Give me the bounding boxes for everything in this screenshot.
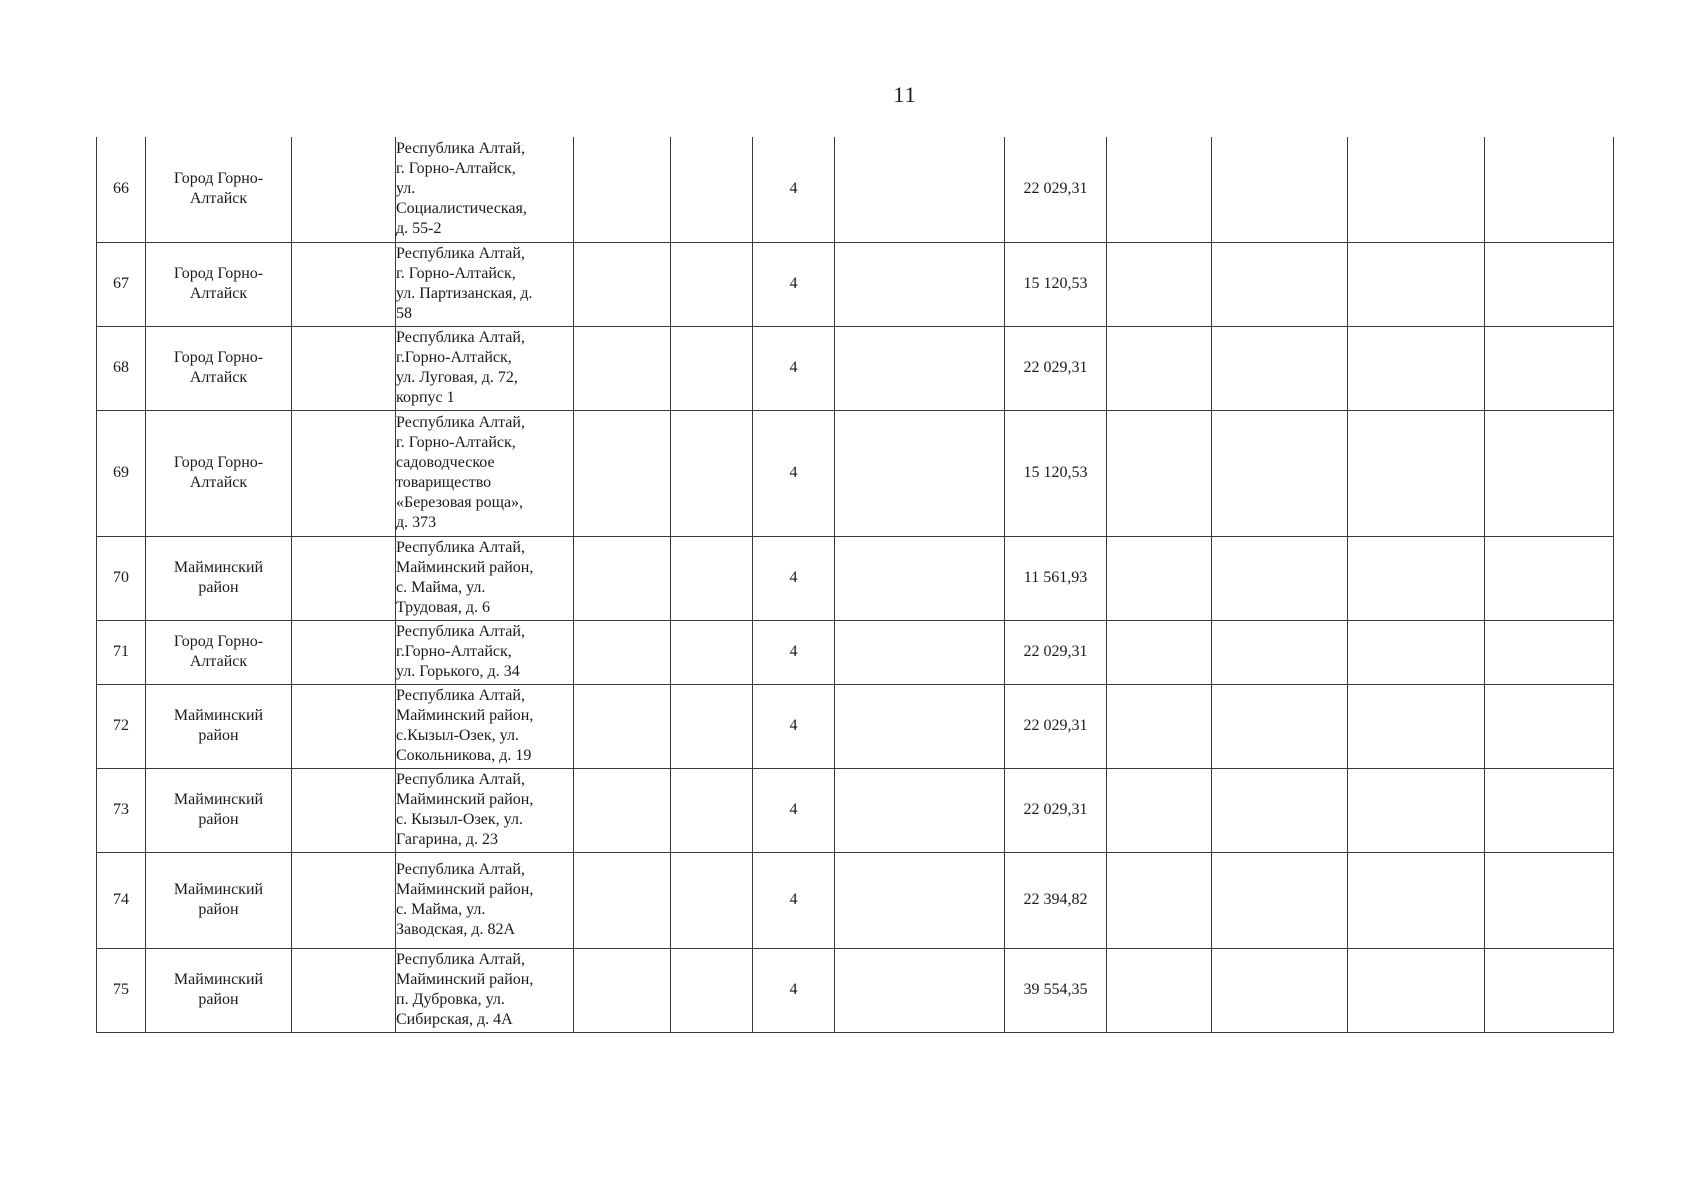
quantity-value: 4 [789, 717, 798, 734]
municipality-line: Алтайск [189, 653, 248, 670]
table-row [97, 137, 1614, 242]
row-number-cell [97, 326, 146, 410]
empty-cell [671, 620, 753, 684]
address-line: Майминский район, [396, 707, 534, 724]
quantity-cell [753, 852, 835, 948]
quantity-value: 4 [789, 180, 798, 198]
row-number: 75 [113, 981, 129, 998]
empty-cell [835, 852, 1005, 948]
amount-cell [1005, 684, 1107, 768]
empty-cell [1348, 620, 1485, 684]
empty-cell [292, 242, 396, 326]
empty-cell [1107, 948, 1212, 1032]
empty-cell [671, 326, 753, 410]
quantity-value: 4 [789, 359, 798, 376]
amount-value: 15 120,53 [1023, 464, 1088, 481]
amount-value: 22 029,31 [1023, 359, 1088, 376]
address-line: г. Горно-Алтайск, [396, 265, 516, 282]
address-line: Республика Алтай, [396, 140, 525, 158]
table-body [97, 137, 1614, 1032]
empty-cell [1212, 137, 1348, 242]
empty-cell [1348, 536, 1485, 620]
empty-cell [1107, 137, 1212, 242]
address-line: ул. Луговая, д. 72, [396, 369, 518, 386]
address-line: Майминский район, [396, 791, 534, 808]
address-line: ул. Горького, д. 34 [396, 663, 520, 680]
address-line: Сибирская, д. 4А [396, 1011, 513, 1028]
quantity-value: 4 [789, 275, 798, 292]
empty-cell [574, 326, 671, 410]
amount-value: 22 029,31 [1023, 717, 1088, 734]
empty-cell [671, 948, 753, 1032]
row-number-cell [97, 410, 146, 536]
address-line: 58 [396, 305, 412, 322]
empty-cell [671, 137, 753, 242]
address-line: Заводская, д. 82А [396, 921, 516, 938]
municipality-line: Город Горно- [173, 349, 264, 366]
empty-cell [835, 137, 1005, 242]
quantity-cell [753, 768, 835, 852]
empty-cell [292, 536, 396, 620]
municipality-line: Алтайск [189, 285, 248, 302]
quantity-cell [753, 948, 835, 1032]
empty-cell [1485, 948, 1614, 1032]
address-line: с. Майма, ул. [396, 901, 486, 918]
address-line: Сокольникова, д. 19 [396, 747, 532, 764]
row-number: 70 [113, 569, 129, 586]
quantity-cell [753, 620, 835, 684]
address-line: Республика Алтай, [396, 687, 525, 704]
address-line: Майминский район, [396, 881, 534, 898]
quantity-value: 4 [789, 643, 798, 660]
empty-cell [1485, 768, 1614, 852]
empty-cell [1212, 410, 1348, 536]
municipality-cell [146, 768, 292, 852]
page-number: 11 [893, 82, 917, 107]
empty-cell [292, 852, 396, 948]
empty-cell [1348, 326, 1485, 410]
table-row [97, 852, 1614, 948]
amount-cell [1005, 852, 1107, 948]
empty-cell [574, 684, 671, 768]
address-cell [396, 137, 574, 242]
empty-cell [671, 684, 753, 768]
empty-cell [671, 536, 753, 620]
empty-cell [1348, 242, 1485, 326]
address-line: п. Дубровка, ул. [396, 991, 505, 1008]
address-line: Гагарина, д. 23 [396, 831, 498, 848]
row-number-cell [97, 137, 146, 242]
address-cell [396, 536, 574, 620]
address-line: Республика Алтай, [396, 771, 525, 788]
row-number-cell [97, 768, 146, 852]
quantity-cell [753, 137, 835, 242]
empty-cell [292, 684, 396, 768]
empty-cell [292, 410, 396, 536]
address-line: Республика Алтай, [396, 414, 525, 431]
empty-cell [292, 948, 396, 1032]
address-line: товарищество [396, 474, 492, 491]
row-number-cell [97, 536, 146, 620]
address-line: г. Горно-Алтайск, [396, 160, 516, 178]
empty-cell [1107, 684, 1212, 768]
quantity-cell [753, 242, 835, 326]
address-line: г.Горно-Алтайск, [396, 349, 512, 366]
municipality-line: Алтайск [189, 369, 248, 386]
empty-cell [1212, 852, 1348, 948]
empty-cell [574, 410, 671, 536]
address-line: «Березовая роща», [396, 494, 524, 511]
municipality-line: Майминский [173, 559, 264, 576]
quantity-value: 4 [789, 464, 798, 481]
address-cell [396, 768, 574, 852]
empty-cell [1485, 326, 1614, 410]
address-cell [396, 620, 574, 684]
empty-cell [574, 137, 671, 242]
row-number: 71 [113, 643, 129, 660]
empty-cell [1107, 536, 1212, 620]
amount-cell [1005, 410, 1107, 536]
empty-cell [574, 620, 671, 684]
municipality-line: район [198, 811, 239, 828]
quantity-cell [753, 684, 835, 768]
amount-value: 22 394,82 [1023, 891, 1088, 908]
row-number: 68 [113, 359, 129, 376]
municipality-line: Город Горно- [173, 265, 264, 282]
empty-cell [1348, 948, 1485, 1032]
empty-cell [292, 137, 396, 242]
municipality-line: Алтайск [189, 190, 248, 208]
empty-cell [1348, 410, 1485, 536]
amount-value: 11 561,93 [1023, 569, 1088, 586]
municipality-line: Город Горно- [173, 170, 264, 188]
address-cell [396, 684, 574, 768]
empty-cell [671, 410, 753, 536]
address-line: с.Кызыл-Озек, ул. [396, 727, 519, 744]
quantity-cell [753, 326, 835, 410]
municipality-line: Город Горно- [173, 633, 264, 650]
address-line: с. Майма, ул. [396, 579, 486, 596]
quantity-value: 4 [789, 981, 798, 998]
empty-cell [1212, 242, 1348, 326]
address-line: Социалистическая, [396, 200, 527, 218]
empty-cell [1485, 410, 1614, 536]
municipality-cell [146, 326, 292, 410]
empty-cell [835, 536, 1005, 620]
table-row [97, 684, 1614, 768]
table-row [97, 242, 1614, 326]
table-row [97, 948, 1614, 1032]
quantity-value: 4 [789, 891, 798, 908]
empty-cell [1212, 326, 1348, 410]
empty-cell [1107, 852, 1212, 948]
empty-cell [1485, 137, 1614, 242]
municipality-line: Майминский [173, 791, 264, 808]
municipality-line: Алтайск [189, 474, 248, 491]
amount-cell [1005, 948, 1107, 1032]
empty-cell [1348, 768, 1485, 852]
address-line: д. 55-2 [396, 220, 442, 238]
empty-cell [1485, 242, 1614, 326]
municipality-line: район [198, 901, 239, 918]
address-line: д. 373 [396, 514, 437, 531]
amount-value: 22 029,31 [1023, 643, 1088, 660]
address-line: корпус 1 [396, 389, 455, 406]
empty-cell [835, 684, 1005, 768]
municipality-cell [146, 620, 292, 684]
empty-cell [1107, 620, 1212, 684]
municipality-cell [146, 536, 292, 620]
address-line: Республика Алтай, [396, 329, 525, 346]
municipality-line: район [198, 579, 239, 596]
municipality-line: Майминский [173, 881, 264, 898]
amount-cell [1005, 620, 1107, 684]
municipality-cell [146, 410, 292, 536]
row-number: 73 [113, 801, 129, 818]
empty-cell [1348, 684, 1485, 768]
row-number: 74 [113, 891, 129, 908]
empty-cell [292, 326, 396, 410]
row-number-cell [97, 620, 146, 684]
quantity-value: 4 [789, 569, 798, 586]
empty-cell [835, 242, 1005, 326]
municipality-cell [146, 137, 292, 242]
address-cell [396, 242, 574, 326]
empty-cell [1212, 620, 1348, 684]
empty-cell [1212, 768, 1348, 852]
empty-cell [835, 948, 1005, 1032]
address-line: Майминский район, [396, 971, 534, 988]
empty-cell [671, 768, 753, 852]
address-line: Трудовая, д. 6 [396, 599, 491, 616]
row-number-cell [97, 852, 146, 948]
empty-cell [1212, 948, 1348, 1032]
empty-cell [1107, 326, 1212, 410]
municipality-cell [146, 852, 292, 948]
address-cell [396, 948, 574, 1032]
empty-cell [835, 768, 1005, 852]
empty-cell [574, 768, 671, 852]
municipality-cell [146, 684, 292, 768]
empty-cell [574, 536, 671, 620]
municipality-line: Майминский [173, 971, 264, 988]
empty-cell [835, 620, 1005, 684]
amount-cell [1005, 326, 1107, 410]
address-line: ул. [396, 180, 416, 198]
address-line: Республика Алтай, [396, 951, 525, 968]
row-number-cell [97, 242, 146, 326]
empty-cell [292, 620, 396, 684]
address-line: Республика Алтай, [396, 861, 525, 878]
amount-value: 22 029,31 [1023, 801, 1088, 818]
amount-cell [1005, 242, 1107, 326]
table-row [97, 410, 1614, 536]
empty-cell [1107, 768, 1212, 852]
empty-cell [574, 242, 671, 326]
address-line: г.Горно-Алтайск, [396, 643, 512, 660]
empty-cell [835, 326, 1005, 410]
empty-cell [1107, 242, 1212, 326]
amount-cell [1005, 768, 1107, 852]
municipality-line: Город Горно- [173, 454, 264, 471]
amount-value: 15 120,53 [1023, 275, 1088, 292]
municipality-line: Майминский [173, 707, 264, 724]
quantity-cell [753, 536, 835, 620]
address-line: с. Кызыл-Озек, ул. [396, 811, 523, 828]
municipality-cell [146, 948, 292, 1032]
empty-cell [292, 768, 396, 852]
empty-cell [1348, 852, 1485, 948]
address-line: садоводческое [396, 454, 495, 471]
empty-cell [574, 948, 671, 1032]
empty-cell [1212, 536, 1348, 620]
empty-cell [1212, 684, 1348, 768]
table-row [97, 768, 1614, 852]
quantity-cell [753, 410, 835, 536]
empty-cell [1485, 620, 1614, 684]
row-number-cell [97, 684, 146, 768]
empty-cell [1348, 137, 1485, 242]
amount-cell [1005, 536, 1107, 620]
address-line: Республика Алтай, [396, 623, 525, 640]
table-row [97, 620, 1614, 684]
empty-cell [1485, 684, 1614, 768]
amount-value: 22 029,31 [1023, 180, 1088, 198]
address-line: г. Горно-Алтайск, [396, 434, 516, 451]
empty-cell [1107, 410, 1212, 536]
empty-cell [574, 852, 671, 948]
empty-cell [671, 242, 753, 326]
address-line: Республика Алтай, [396, 539, 525, 556]
empty-cell [671, 852, 753, 948]
municipality-cell [146, 242, 292, 326]
row-number: 67 [113, 275, 129, 292]
empty-cell [835, 410, 1005, 536]
address-line: ул. Партизанская, д. [396, 285, 533, 302]
empty-cell [1485, 852, 1614, 948]
address-cell [396, 852, 574, 948]
table-row [97, 536, 1614, 620]
amount-value: 39 554,35 [1023, 981, 1088, 998]
row-number-cell [97, 948, 146, 1032]
address-cell [396, 326, 574, 410]
address-cell [396, 410, 574, 536]
quantity-value: 4 [789, 801, 798, 818]
row-number: 69 [113, 464, 129, 481]
empty-cell [1485, 536, 1614, 620]
municipality-line: район [198, 991, 239, 1008]
objects-table [96, 137, 1614, 1033]
amount-cell [1005, 137, 1107, 242]
row-number: 66 [113, 180, 129, 198]
municipality-line: район [198, 727, 239, 744]
table-row [97, 326, 1614, 410]
address-line: Майминский район, [396, 559, 534, 576]
address-line: Республика Алтай, [396, 245, 525, 262]
row-number: 72 [113, 717, 129, 734]
